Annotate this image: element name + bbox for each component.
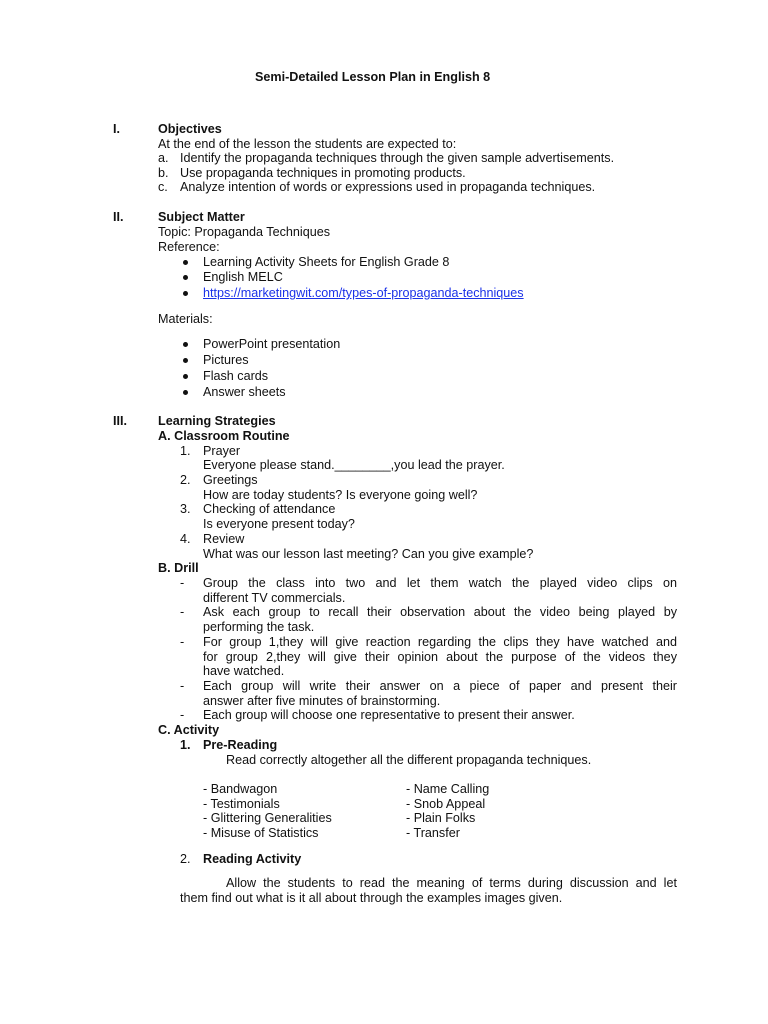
- technique-item: - Bandwagon: [203, 782, 278, 796]
- drill-line: answer after five minutes of brainstorming.: [203, 694, 441, 708]
- routine-title: Review: [203, 532, 245, 546]
- bullet-icon: [183, 291, 188, 296]
- drill-dash: -: [180, 679, 185, 693]
- subject-matter-heading: Subject Matter: [158, 210, 245, 224]
- bullet-icon: [183, 390, 188, 395]
- objective-item: Analyze intention of words or expressions used in propaganda techniques.: [180, 180, 596, 194]
- drill-dash: -: [180, 605, 185, 619]
- material-item: Flash cards: [203, 369, 269, 383]
- objective-letter: c.: [158, 180, 168, 194]
- drill-line: different TV commercials.: [203, 591, 346, 605]
- classroom-routine-heading: A. Classroom Routine: [158, 429, 290, 443]
- bullet-icon: [183, 374, 188, 379]
- routine-detail: Everyone please stand.________,you lead the prayer.: [203, 458, 505, 472]
- material-item: PowerPoint presentation: [203, 337, 341, 351]
- technique-item: - Misuse of Statistics: [203, 826, 319, 840]
- drill-heading: B. Drill: [158, 561, 199, 575]
- drill-line: Group the class into two and let them watch the played video clips on: [203, 576, 677, 590]
- reference-item: English MELC: [203, 270, 283, 284]
- routine-number: 2.: [180, 473, 191, 487]
- technique-item: - Plain Folks: [406, 811, 476, 825]
- routine-number: 4.: [180, 532, 191, 546]
- bullet-icon: [183, 342, 188, 347]
- routine-detail: What was our lesson last meeting? Can you give example?: [203, 547, 534, 561]
- drill-line: For group 1,they will give reaction regarding the clips they have watched and: [203, 635, 677, 649]
- material-item: Pictures: [203, 353, 249, 367]
- material-item: Answer sheets: [203, 385, 286, 399]
- technique-item: - Snob Appeal: [406, 797, 486, 811]
- technique-item: - Testimonials: [203, 797, 280, 811]
- pre-reading-number: 1.: [180, 738, 191, 752]
- materials-label: Materials:: [158, 312, 213, 326]
- technique-item: - Glittering Generalities: [203, 811, 332, 825]
- drill-line: for group 2,they will give their opinion about the purpose of the videos they: [203, 650, 677, 664]
- bullet-icon: [183, 260, 188, 265]
- objectives-intro: At the end of the lesson the students are expected to:: [158, 137, 457, 151]
- reading-activity-number: 2.: [180, 852, 191, 866]
- drill-dash: -: [180, 708, 185, 722]
- pre-reading-instruction: Read correctly altogether all the different propaganda techniques.: [226, 753, 592, 767]
- bullet-icon: [183, 358, 188, 363]
- activity-heading: C. Activity: [158, 723, 220, 737]
- reading-activity-heading: Reading Activity: [203, 852, 302, 866]
- objective-letter: b.: [158, 166, 169, 180]
- drill-line: performing the task.: [203, 620, 315, 634]
- drill-line: Each group will choose one representative to present their answer.: [203, 708, 575, 722]
- section-numeral-learning-strategies: III.: [113, 414, 127, 428]
- reading-activity-line: them find out what is it all about through the examples images given.: [180, 891, 563, 905]
- routine-title: Checking of attendance: [203, 502, 336, 516]
- routine-title: Greetings: [203, 473, 258, 487]
- document-title: Semi-Detailed Lesson Plan in English 8: [255, 70, 491, 84]
- learning-strategies-heading: Learning Strategies: [158, 414, 276, 428]
- objective-item: Identify the propaganda techniques through the given sample advertisements.: [180, 151, 615, 165]
- drill-line: have watched.: [203, 664, 285, 678]
- routine-detail: How are today students? Is everyone going well?: [203, 488, 478, 502]
- routine-number: 1.: [180, 444, 191, 458]
- bullet-icon: [183, 275, 188, 280]
- topic-text: Topic: Propaganda Techniques: [158, 225, 331, 239]
- reading-activity-line: Allow the students to read the meaning of terms during discussion and let: [226, 876, 677, 890]
- drill-dash: -: [180, 576, 185, 590]
- reference-label: Reference:: [158, 240, 220, 254]
- objective-letter: a.: [158, 151, 169, 165]
- objectives-heading: Objectives: [158, 122, 222, 136]
- objective-item: Use propaganda techniques in promoting products.: [180, 166, 466, 180]
- section-numeral-subject-matter: II.: [113, 210, 124, 224]
- section-numeral-objectives: I.: [113, 122, 120, 136]
- drill-dash: -: [180, 635, 185, 649]
- drill-line: Ask each group to recall their observation about the video being played by: [203, 605, 677, 619]
- reference-item: Learning Activity Sheets for English Grade 8: [203, 255, 450, 269]
- technique-item: - Transfer: [406, 826, 460, 840]
- technique-item: - Name Calling: [406, 782, 490, 796]
- routine-title: Prayer: [203, 444, 241, 458]
- routine-number: 3.: [180, 502, 191, 516]
- drill-line: Each group will write their answer on a piece of paper and present their: [203, 679, 677, 693]
- reference-link[interactable]: https://marketingwit.com/types-of-propaganda-techniques: [203, 286, 524, 300]
- routine-detail: Is everyone present today?: [203, 517, 355, 531]
- pre-reading-heading: Pre-Reading: [203, 738, 278, 752]
